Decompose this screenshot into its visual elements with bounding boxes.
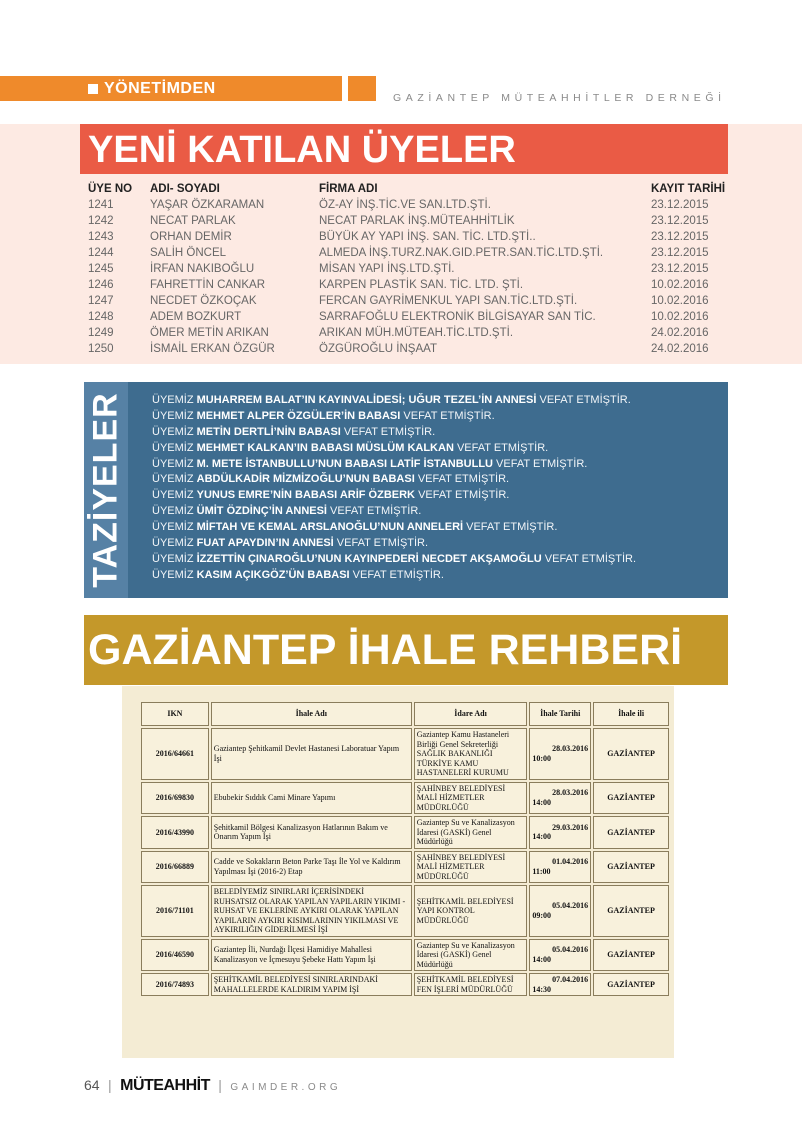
table-row [141,939,669,972]
member-number: 1250 [88,343,114,355]
tender-table [139,700,671,998]
condolence-prefix: ÜYEMİZ [152,409,197,422]
member-number: 1242 [88,215,114,227]
condolence-suffix: VEFAT ETMİŞTİR. [327,505,422,518]
table-row [141,816,669,849]
condolence-prefix: ÜYEMİZ [152,489,197,502]
column-header: FİRMA ADI [319,182,378,195]
member-number: 1243 [88,231,114,243]
condolence-names: MİFTAH VE KEMAL ARSLANOĞLU’NUN ANNELERİ [196,521,464,534]
member-name: SALİH ÖNCEL [150,247,227,259]
table-row [88,213,728,229]
tender-ikn: 2016/43990 [141,816,209,849]
tender-date-cell [529,816,591,849]
tender-ikn: 2016/71101 [141,885,209,937]
condolence-prefix: ÜYEMİZ [152,537,197,550]
new-members-rows [88,197,728,357]
tender-name: Ebubekir Sıddık Cami Minare Yapımı [211,782,412,815]
registration-date: 23.12.2015 [651,247,709,259]
condolence-names: ÜMİT ÖZDİNÇ’İN ANNESİ [196,505,327,518]
condolence-suffix: VEFAT ETMİŞTİR. [333,537,429,550]
tender-ikn: 2016/74893 [141,973,209,996]
tender-ikn: 2016/69830 [141,782,209,815]
list-item [152,504,636,520]
member-number: 1248 [88,311,114,323]
tender-date: 01.04.2016 [552,857,589,867]
registration-date: 10.02.2016 [651,295,709,307]
tender-time: 14:00 [532,832,551,842]
member-name: İSMAİL ERKAN ÖZGÜR [150,343,275,355]
condolence-prefix: ÜYEMİZ [152,425,197,438]
registration-date: 24.02.2016 [651,343,709,355]
tender-date-cell [529,728,591,780]
condolence-names: KASIM AÇIKGÖZ’ÜN BABASI [196,568,350,581]
condolence-prefix: ÜYEMİZ [152,394,197,406]
tender-date: 05.04.2016 [552,901,589,911]
list-item [152,472,636,488]
condolence-prefix: ÜYEMİZ [152,441,197,454]
member-number: 1249 [88,327,114,339]
condolence-suffix: VEFAT ETMİŞTİR. [493,457,588,470]
footer-separator: | [218,1077,222,1093]
tender-time: 14:30 [532,984,551,994]
company-name: BÜYÜK AY YAPI İNŞ. SAN. TİC. LTD.ŞTİ.. [319,231,536,243]
company-name: ALMEDA İNŞ.TURZ.NAK.GID.PETR.SAN.TİC.LTD.ŞTİ. [319,247,604,259]
member-name: ADEM BOZKURT [150,311,242,323]
tender-province: GAZİANTEP [593,973,669,996]
company-name: SARRAFOĞLU ELEKTRONİK BİLGİSAYAR SAN TİC. [319,311,596,323]
condolence-suffix: VEFAT ETMİŞTİR. [340,425,436,438]
footer-separator: | [108,1077,112,1093]
table-row [141,782,669,815]
company-name: ARIKAN MÜH.MÜTEAH.TİC.LTD.ŞTİ. [319,327,514,339]
registration-date: 24.02.2016 [651,327,709,339]
tender-date-cell [529,973,591,996]
member-name: ÖMER METİN ARIKAN [150,327,269,339]
member-name: NECAT PARLAK [150,215,236,227]
condolence-suffix: VEFAT ETMİŞTİR. [415,489,510,502]
new-members-title: YENİ KATILAN ÜYELER [88,129,516,171]
tender-time: 09:00 [532,910,551,920]
condolence-suffix: VEFAT ETMİŞTİR. [414,473,510,486]
tender-name: Cadde ve Sokakların Beton Parke Taşı İle Yol ve Kaldırım Yapılması İşi (2016-2) Etap [211,851,412,884]
section-label: YÖNETİMDEN [104,80,216,97]
list-item [152,457,636,473]
condolence-names: MEHMET KALKAN’IN BABASI MÜSLÜM KALKAN [196,441,454,454]
condolence-suffix: VEFAT ETMİŞTİR. [541,552,637,565]
condolence-names: FUAT APAYDIN’IN ANNESİ [196,537,334,550]
condolence-names: M. METE İSTANBULLU’NUN BABASI LATİF İSTANBULLU [196,457,493,470]
table-row [141,973,669,996]
condolence-names: MUHARREM BALAT’IN KAYINVALİDESİ; UĞUR TEZEL’İN ANNESİ [196,394,537,406]
member-number: 1246 [88,279,114,291]
condolence-suffix: VEFAT ETMİŞTİR. [463,521,558,534]
tender-province: GAZİANTEP [593,728,669,780]
registration-date: 10.02.2016 [651,311,709,323]
tender-authority: ŞEHİTKAMİL BELEDİYESİ YAPI KONTROL MÜDÜRLÜĞÜ [414,885,528,937]
tender-name: Gaziantep Şehitkamil Devlet Hastanesi Laboratuar Yapım İşi [211,728,412,780]
header-accent-block [348,76,376,101]
condolence-names: YUNUS EMRE’NİN BABASI ARİF ÖZBERK [196,489,416,502]
condolence-names: MEHMET ALPER ÖZGÜLER’İN BABASI [196,409,401,422]
table-row [88,293,728,309]
table-header-row [88,180,728,197]
tender-time: 11:00 [532,866,551,876]
registration-date: 23.12.2015 [651,215,709,227]
table-row [88,341,728,357]
condolences-title: TAZİYELER [86,392,125,588]
condolence-prefix: ÜYEMİZ [152,457,197,470]
tender-authority: Gaziantep Kamu Hastaneleri Birliği Genel Sekreterliği SAĞLIK BAKANLIĞI TÜRKİYE KAMU HASTANELERİ KURUMU [414,728,528,780]
column-header: İhale Tarihi [529,702,591,726]
tender-name: Şehitkamil Bölgesi Kanalizasyon Hatlarının Bakım ve Onarım Yapım İşi [211,816,412,849]
table-header-row [141,702,669,726]
column-header: ADI- SOYADI [150,182,220,195]
list-item [152,425,636,441]
tender-rows [141,728,669,996]
tender-date-cell [529,782,591,815]
tender-time: 10:00 [532,753,551,763]
tender-time: 14:00 [532,797,551,807]
table-row [141,851,669,884]
organization-name: GAZİANTEP MÜTEAHHİTLER DERNEĞİ [393,92,726,104]
company-name: ÖZ-AY İNŞ.TİC.VE SAN.LTD.ŞTİ. [319,199,491,211]
table-row [88,325,728,341]
column-header: İdare Adı [414,702,528,726]
column-header: İhale ili [593,702,669,726]
member-number: 1241 [88,199,114,211]
member-number: 1247 [88,295,114,307]
registration-date: 10.02.2016 [651,279,709,291]
member-name: ORHAN DEMİR [150,231,232,243]
condolence-names: İZZETTİN ÇINAROĞLU’NUN KAYINPEDERİ NECDET AKŞAMOĞLU [196,552,542,565]
list-item [152,409,636,425]
column-header: İhale Adı [211,702,412,726]
condolence-suffix: VEFAT ETMİŞTİR. [453,441,549,454]
tender-ikn: 2016/46590 [141,939,209,972]
column-header: KAYIT TARİHİ [651,182,726,195]
list-item [152,393,636,409]
list-item [152,520,636,536]
tender-province: GAZİANTEP [593,885,669,937]
page-number: 64 [84,1077,100,1093]
member-name: YAŞAR ÖZKARAMAN [150,199,265,211]
page-footer [84,1077,341,1095]
table-row [141,885,669,937]
table-row [88,309,728,325]
registration-date: 23.12.2015 [651,231,709,243]
condolence-prefix: ÜYEMİZ [152,505,197,518]
registration-date: 23.12.2015 [651,199,709,211]
table-row [88,277,728,293]
list-item [152,488,636,504]
tender-time: 14:00 [532,954,551,964]
list-item [152,552,636,568]
tender-date: 28.03.2016 [552,744,589,754]
tender-name: BELEDİYEMİZ SINIRLARI İÇERİSİNDEKİ RUHSATSIZ OLARAK YAPILAN YAPILARIN YIKIMI - RUHSAT VE EKLERİNE AYKIRI OLARAK YAPILAN YAPILARIN AYKIRI KISIMLARININ YIKILMASI VE AYKIRILIĞIN GİDERİLMESİ İŞİ [211,885,412,937]
tender-guide-title: GAZİANTEP İHALE REHBERİ [88,626,683,674]
tender-authority: ŞAHİNBEY BELEDİYESİ MALİ HİZMETLER MÜDÜRLÜĞÜ [414,851,528,884]
member-name: İRFAN NAKIBOĞLU [150,263,255,275]
tender-date-cell [529,851,591,884]
table-row [88,197,728,213]
tender-date-cell [529,939,591,972]
company-name: FERCAN GAYRİMENKUL YAPI SAN.TİC.LTD.ŞTİ. [319,295,578,307]
tender-authority: ŞEHİTKAMİL BELEDİYESİ FEN İŞLERİ MÜDÜRLÜĞÜ [414,973,528,996]
tender-province: GAZİANTEP [593,939,669,972]
tender-province: GAZİANTEP [593,851,669,884]
tender-date: 07.04.2016 [552,975,589,984]
tender-ikn: 2016/64661 [141,728,209,780]
condolences-list [152,393,636,584]
member-name: NECDET ÖZKOÇAK [150,295,257,307]
new-members-table [88,180,728,357]
column-header: IKN [141,702,209,726]
company-name: MİSAN YAPI İNŞ.LTD.ŞTİ. [319,263,455,275]
table-row [88,229,728,245]
registration-date: 23.12.2015 [651,263,709,275]
company-name: ÖZGÜROĞLU İNŞAAT [319,343,437,355]
condolence-suffix: VEFAT ETMİŞTİR. [400,409,495,422]
member-name: FAHRETTİN CANKAR [150,279,266,291]
square-bullet-icon [88,84,98,94]
condolence-prefix: ÜYEMİZ [152,473,197,486]
tender-date: 29.03.2016 [552,822,589,832]
tender-ikn: 2016/66889 [141,851,209,884]
table-row [141,728,669,780]
tender-province: GAZİANTEP [593,816,669,849]
website-link[interactable]: GAIMDER.ORG [230,1082,342,1093]
tender-name: Gaziantep İli, Nurdağı İlçesi Hamidiye Mahallesi Kanalizasyon ve İçmesuyu Şebeke Hattı Yapım İşi [211,939,412,972]
list-item [152,441,636,457]
magazine-brand: MÜTEAHHİT [120,1077,210,1094]
column-header: ÜYE NO [88,182,133,195]
tender-date: 28.03.2016 [552,788,589,798]
condolence-prefix: ÜYEMİZ [152,521,197,534]
tender-date-cell [529,885,591,937]
member-number: 1244 [88,247,114,259]
tender-province: GAZİANTEP [593,782,669,815]
condolence-prefix: ÜYEMİZ [152,568,197,581]
tender-name: ŞEHİTKAMİL BELEDİYESİ SINIRLARINDAKİ MAHALLELERDE KALDIRIM YAPIM İŞİ [211,973,412,996]
table-row [88,261,728,277]
condolence-suffix: VEFAT ETMİŞTİR. [349,568,444,581]
condolence-suffix: VEFAT ETMİŞTİR. [536,394,631,406]
condolence-names: METİN DERTLİ’NİN BABASI [196,425,341,438]
tender-date: 05.04.2016 [552,945,589,955]
table-row [88,245,728,261]
condolence-names: ABDÜLKADİR MİZMİZOĞLU’NUN BABASI [196,473,415,486]
tender-authority: Gaziantep Su ve Kanalizasyon İdaresi (GASKİ) Genel Müdürlüğü [414,816,528,849]
tender-authority: ŞAHİNBEY BELEDİYESİ MALİ HİZMETLER MÜDÜRLÜĞÜ [414,782,528,815]
tender-authority: Gaziantep Su ve Kanalizasyon İdaresi (GASKİ) Genel Müdürlüğü [414,939,528,972]
list-item [152,536,636,552]
company-name: KARPEN PLASTİK SAN. TİC. LTD. ŞTİ. [319,279,524,291]
condolence-prefix: ÜYEMİZ [152,552,197,565]
member-number: 1245 [88,263,114,275]
list-item [152,568,636,584]
company-name: NECAT PARLAK İNŞ.MÜTEAHHİTLİK [319,215,515,227]
